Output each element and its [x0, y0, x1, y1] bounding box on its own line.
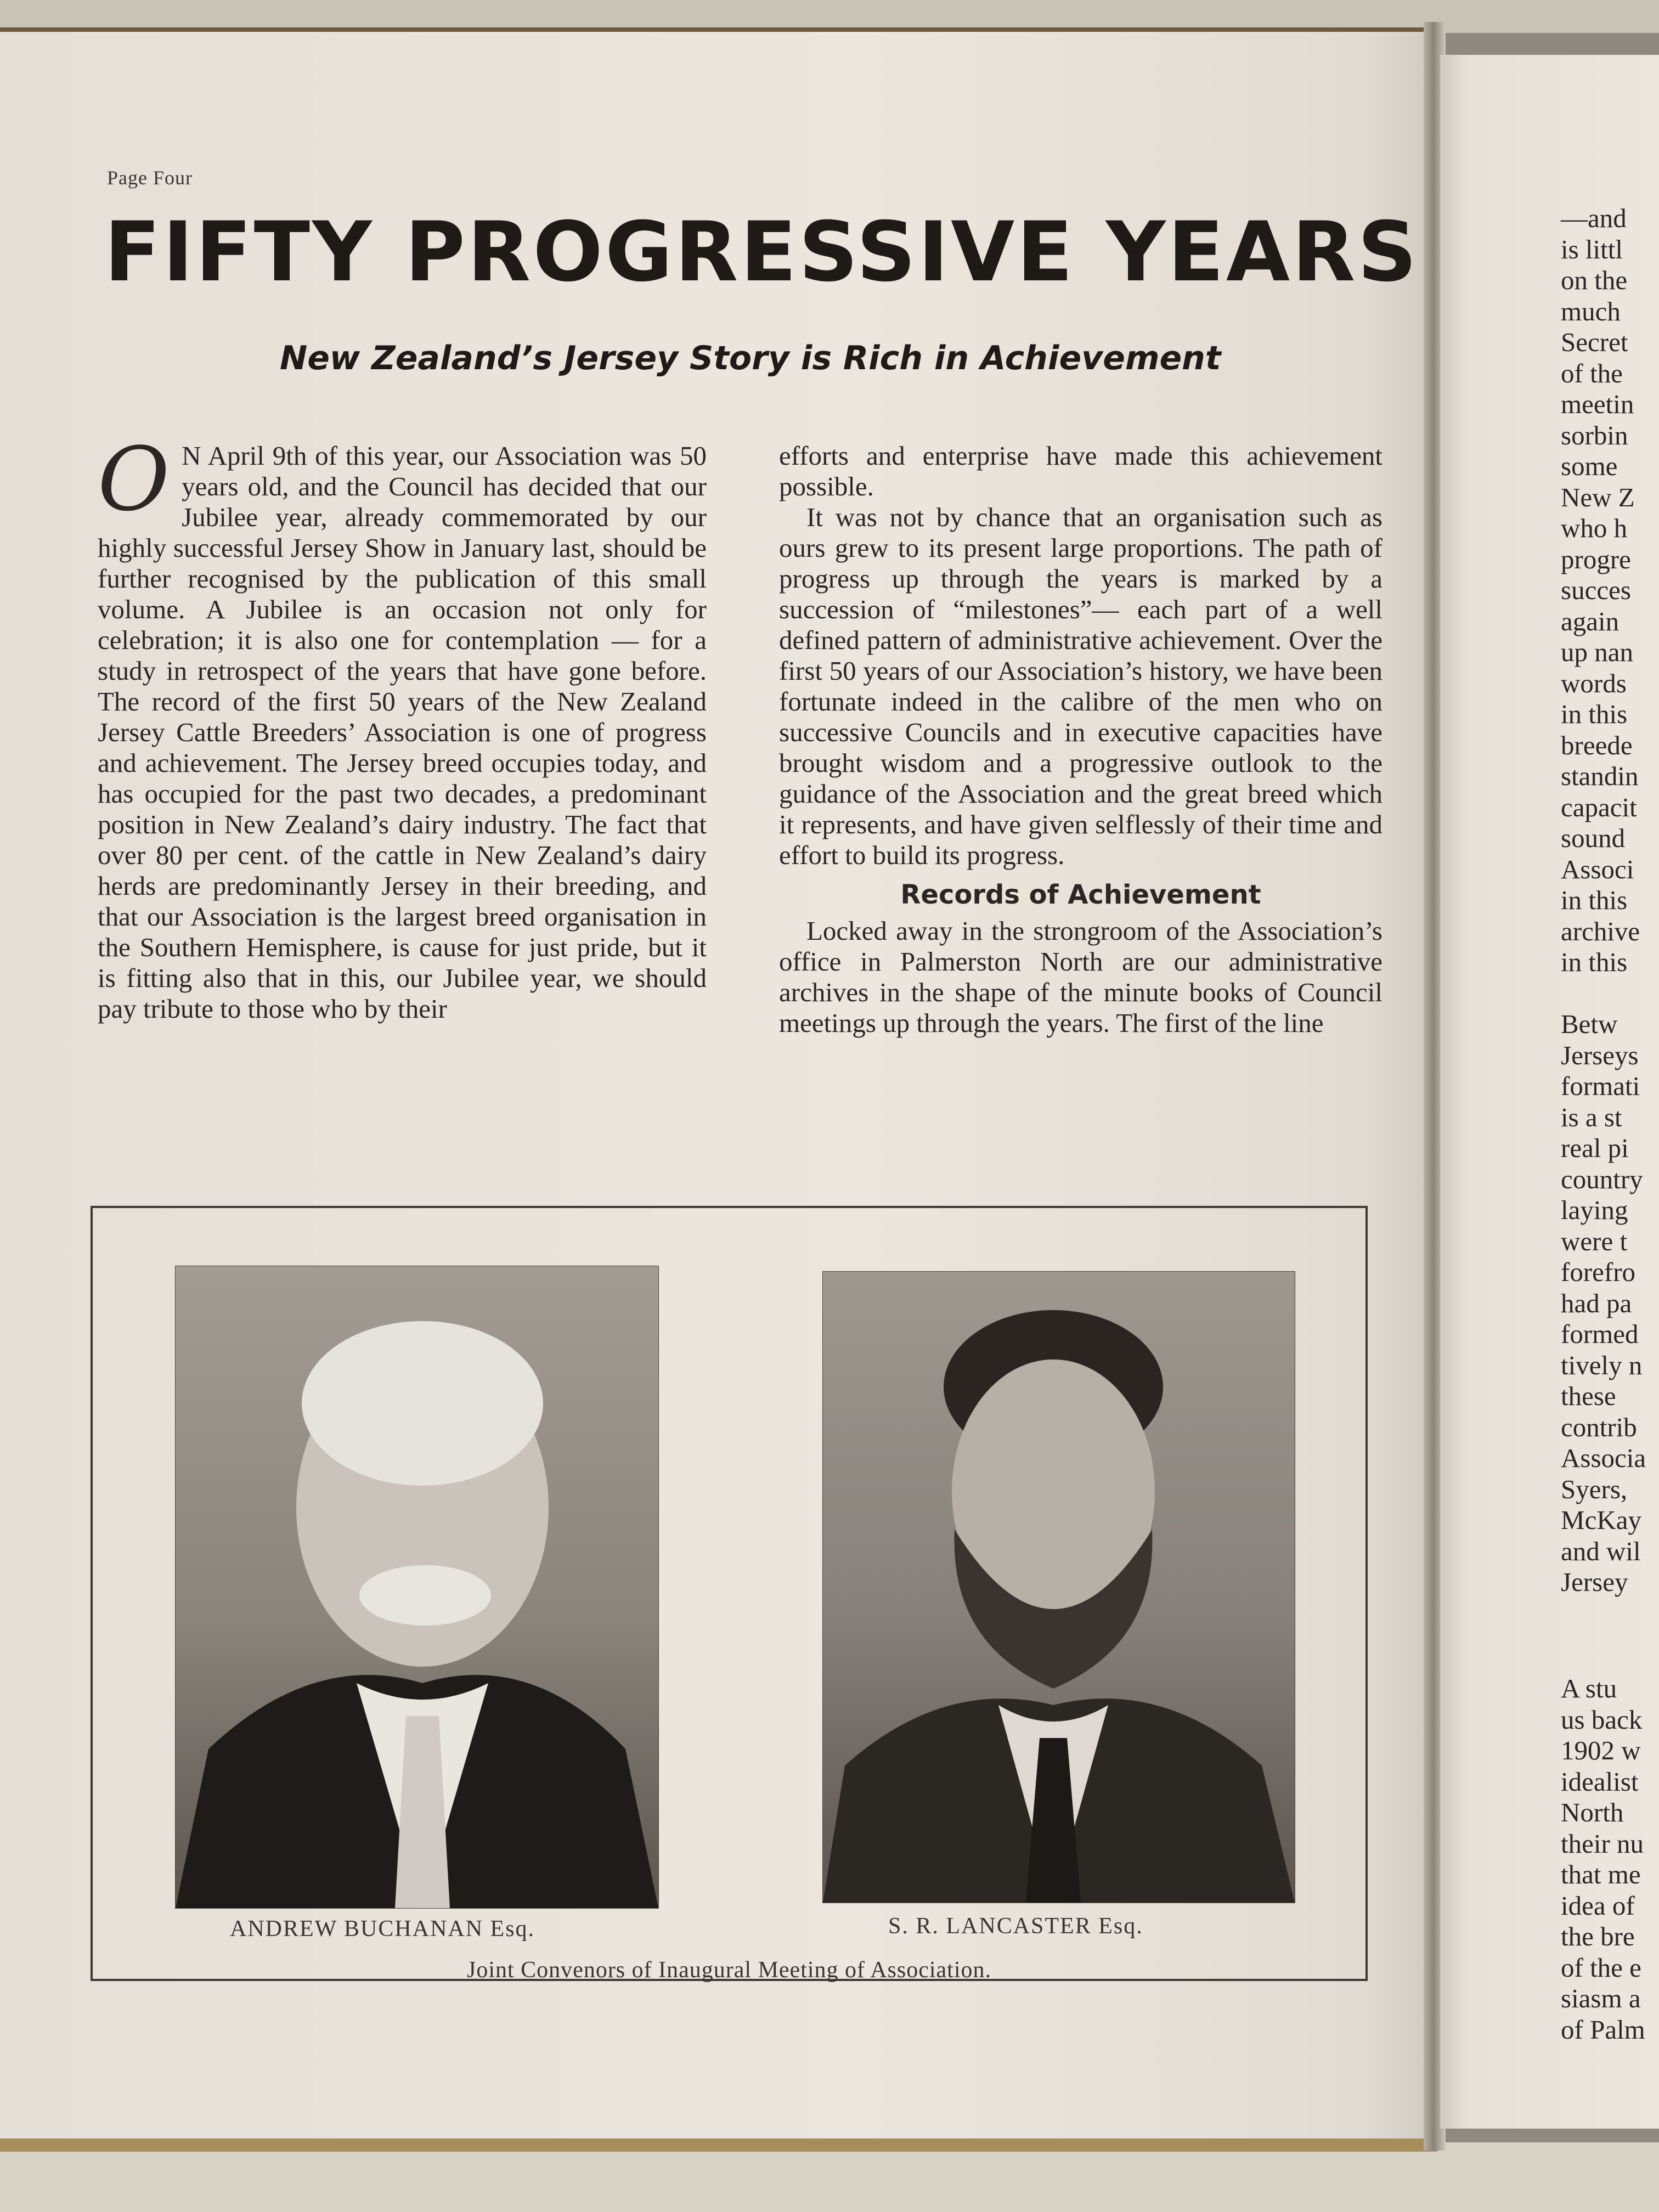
text-line: country	[1561, 1164, 1643, 1194]
headline: FIFTY PROGRESSIVE YEARS	[104, 205, 1419, 300]
text-line: progre	[1561, 544, 1631, 574]
text-line: contrib	[1561, 1412, 1637, 1442]
text-line: A stu	[1561, 1673, 1617, 1703]
text-line: that me	[1561, 1859, 1641, 1889]
text-line: McKay	[1561, 1505, 1641, 1535]
text-line: and wil	[1561, 1536, 1641, 1566]
text-line: forefro	[1561, 1257, 1636, 1287]
paragraph-records: Locked away in the strongroom of the Association’s office in Palmerston North are our administrative archives in the shape of the minute books of Council meetings up through the years. The first of the line	[779, 916, 1383, 1038]
text-line: succes	[1561, 575, 1631, 605]
text-line: is a st	[1561, 1102, 1622, 1132]
right-page-text-bottom	[1561, 1673, 1659, 2045]
text-line: meetin	[1561, 389, 1634, 419]
text-line: us back	[1561, 1704, 1643, 1735]
text-line: standin	[1561, 761, 1639, 791]
paragraph-organisation: It was not by chance that an organisation such as ours grew to its present large proportions. The path of progress up through the years is marked by a succession of “milestones”— each part of a well defined pattern of administrative achievement. Over the first 50 years of our Association’s history, we have been fortunate indeed in the calibre of the men who on successive Councils and in executive capacities have brought wisdom and a progressive outlook to the guidance of the Association and the great breed which it represents, and have given selflessly of their time and effort to build its progress.	[779, 502, 1383, 870]
opening-paragraph	[98, 428, 707, 1024]
text-line: real pi	[1561, 1133, 1629, 1163]
text-line: idealist	[1561, 1766, 1639, 1797]
text-line: much	[1561, 296, 1621, 326]
text-line: sound	[1561, 823, 1626, 853]
page-label: Page Four	[107, 167, 193, 189]
text-line: Syers,	[1561, 1474, 1628, 1504]
text-line: formed	[1561, 1319, 1639, 1349]
caption-andrew-buchanan: ANDREW BUCHANAN Esq.	[230, 1916, 535, 1942]
text-line: on the	[1561, 265, 1628, 295]
text-line: sorbin	[1561, 420, 1628, 450]
text-line: tively n	[1561, 1350, 1643, 1380]
text-line: New Z	[1561, 482, 1635, 512]
portrait-andrew-buchanan	[175, 1266, 659, 1909]
text-line: in this	[1561, 947, 1628, 977]
subheadline: New Zealand’s Jersey Story is Rich in Achievement	[280, 339, 1221, 377]
text-line: breede	[1561, 730, 1633, 760]
text-line: of the	[1561, 358, 1623, 388]
text-line: is littl	[1561, 234, 1623, 264]
photo-frame	[91, 1206, 1368, 1981]
text-line: Secret	[1561, 327, 1628, 357]
text-line: idea of	[1561, 1890, 1635, 1921]
text-line: archive	[1561, 916, 1640, 946]
text-line: Associ	[1561, 854, 1634, 884]
text-line: capacit	[1561, 792, 1637, 822]
text-line: who h	[1561, 513, 1628, 543]
text-line: some	[1561, 451, 1618, 481]
text-line: these	[1561, 1381, 1616, 1411]
text-line: of the e	[1561, 1952, 1641, 1983]
text-line: —and	[1561, 203, 1627, 233]
drop-cap: O	[98, 428, 170, 531]
text-line: 1902 w	[1561, 1735, 1641, 1765]
text-line: the bre	[1561, 1921, 1635, 1951]
text-line: Associa	[1561, 1443, 1646, 1473]
text-line: their nu	[1561, 1828, 1644, 1859]
background-bottom	[0, 2142, 1659, 2212]
text-line: in this	[1561, 885, 1628, 915]
text-line: again	[1561, 606, 1620, 636]
text-line	[1561, 978, 1659, 1009]
text-line: laying	[1561, 1195, 1628, 1225]
text-line: were t	[1561, 1226, 1628, 1256]
text-line: Betw	[1561, 1009, 1618, 1039]
section-heading: Records of Achievement	[900, 879, 1261, 910]
opening-text: N April 9th of this year, our Association was 50 years old, and the Council has decided that our Jubilee year, already commemorated by our highly successful Jersey Show in January last, should be further recognised by the publication of this small volume. A Jubilee is an occasion not only for celebration; it is also one for contemplation — for a study in retrospect of the years that have gone before. The record of the first 50 years of the New Zealand Jersey Cattle Breeders’ Association is one of progress and achievement. The Jersey breed occupies today, and has occupied for the past two decades, a predominant position in New Zealand’s dairy industry. The fact that over 80 per cent. of the cattle in New Zealand’s dairy herds are predominantly Jersey in their breeding, and that our Association is the largest breed organisation in the Southern Hemisphere, is cause for just pride, but it is fitting also that in this, our Jubilee year, we should pay tribute to those who by their	[98, 441, 707, 1024]
paragraph-continued: efforts and enterprise have made this achievement possible.	[779, 441, 1383, 501]
text-line: of Palm	[1561, 2014, 1645, 2045]
text-line: Jersey	[1561, 1567, 1628, 1597]
text-line: words	[1561, 668, 1627, 698]
text-line: in this	[1561, 699, 1628, 729]
text-line: formati	[1561, 1071, 1640, 1101]
joint-caption: Joint Convenors of Inaugural Meeting of Association.	[466, 1957, 992, 1983]
text-line: up nan	[1561, 637, 1633, 667]
right-page-text-top	[1561, 203, 1659, 1598]
text-line: had pa	[1561, 1288, 1632, 1318]
text-line: Jerseys	[1561, 1040, 1639, 1070]
article-column-right	[779, 441, 1383, 1039]
right-page	[1440, 55, 1659, 2129]
text-line: siasm a	[1561, 1983, 1641, 2013]
text-line: North	[1561, 1797, 1624, 1827]
article-column-left	[98, 428, 707, 1024]
caption-s-r-lancaster: S. R. LANCASTER Esq.	[888, 1914, 1143, 1939]
left-page	[0, 27, 1437, 2152]
portrait-s-r-lancaster	[822, 1271, 1295, 1903]
